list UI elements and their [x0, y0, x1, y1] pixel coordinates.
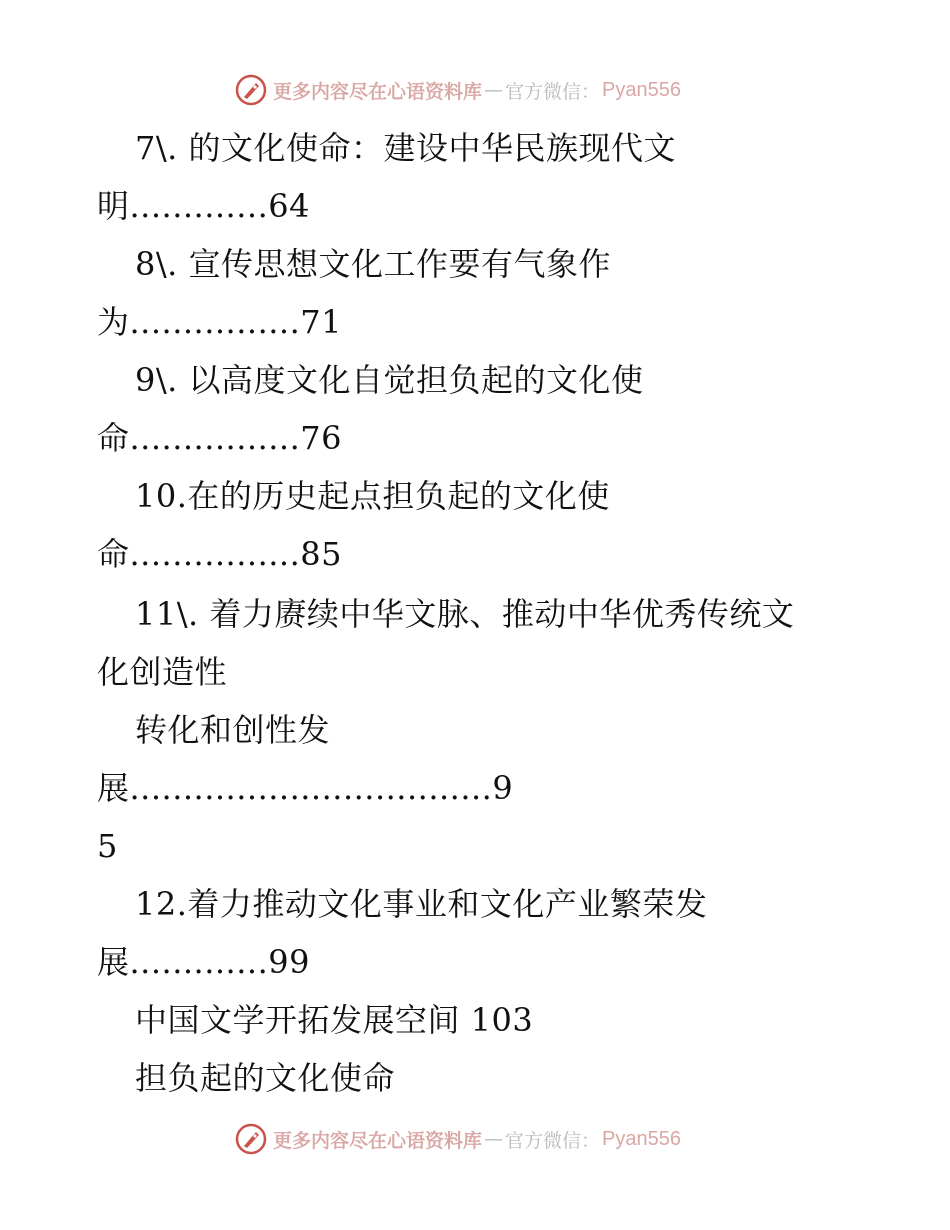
toc-line: 命................85: [97, 535, 342, 573]
watermark-dash: —: [484, 79, 504, 101]
toc-line: 为................71: [97, 303, 342, 341]
watermark-wechat-id: Pyan556: [602, 78, 681, 101]
toc-line: 担负起的文化使命: [135, 1059, 396, 1097]
toc-line: 转化和创性发: [135, 711, 331, 749]
toc-line: 中国文学开拓发展空间 103: [135, 1001, 534, 1039]
toc-line: 9\. 以高度文化自觉担负起的文化使: [135, 361, 644, 399]
toc-line: 化创造性: [97, 653, 228, 691]
pen-nib-logo-icon: [235, 1123, 267, 1155]
toc-line: 5: [97, 827, 118, 865]
watermark-text: 更多内容尽在心语资料库: [273, 1129, 483, 1152]
watermark-dash: —: [484, 1128, 504, 1150]
toc-line: 10.在的历史起点担负起的文化使: [135, 477, 610, 515]
toc-line: 展..................................9: [97, 769, 514, 807]
watermark-text: 更多内容尽在心语资料库: [273, 80, 483, 103]
toc-line: 命................76: [97, 419, 342, 457]
header-watermark: [235, 73, 681, 107]
watermark-wechat-id: Pyan556: [602, 1127, 681, 1150]
toc-line: 12.着力推动文化事业和文化产业繁荣发: [135, 885, 708, 923]
toc-line: 明.............64: [97, 187, 310, 225]
toc-line: 11\. 着力赓续中华文脉、推动中华优秀传统文: [135, 595, 795, 633]
toc-line: 7\. 的文化使命：建设中华民族现代文: [135, 129, 676, 167]
footer-watermark: [235, 1122, 681, 1156]
pen-nib-logo-icon: [235, 74, 267, 106]
watermark-label: 官方微信：: [505, 80, 601, 103]
toc-line: 8\. 宣传思想文化工作要有气象作: [135, 245, 611, 283]
toc-line: 展.............99: [97, 943, 310, 981]
watermark-label: 官方微信：: [505, 1129, 601, 1152]
